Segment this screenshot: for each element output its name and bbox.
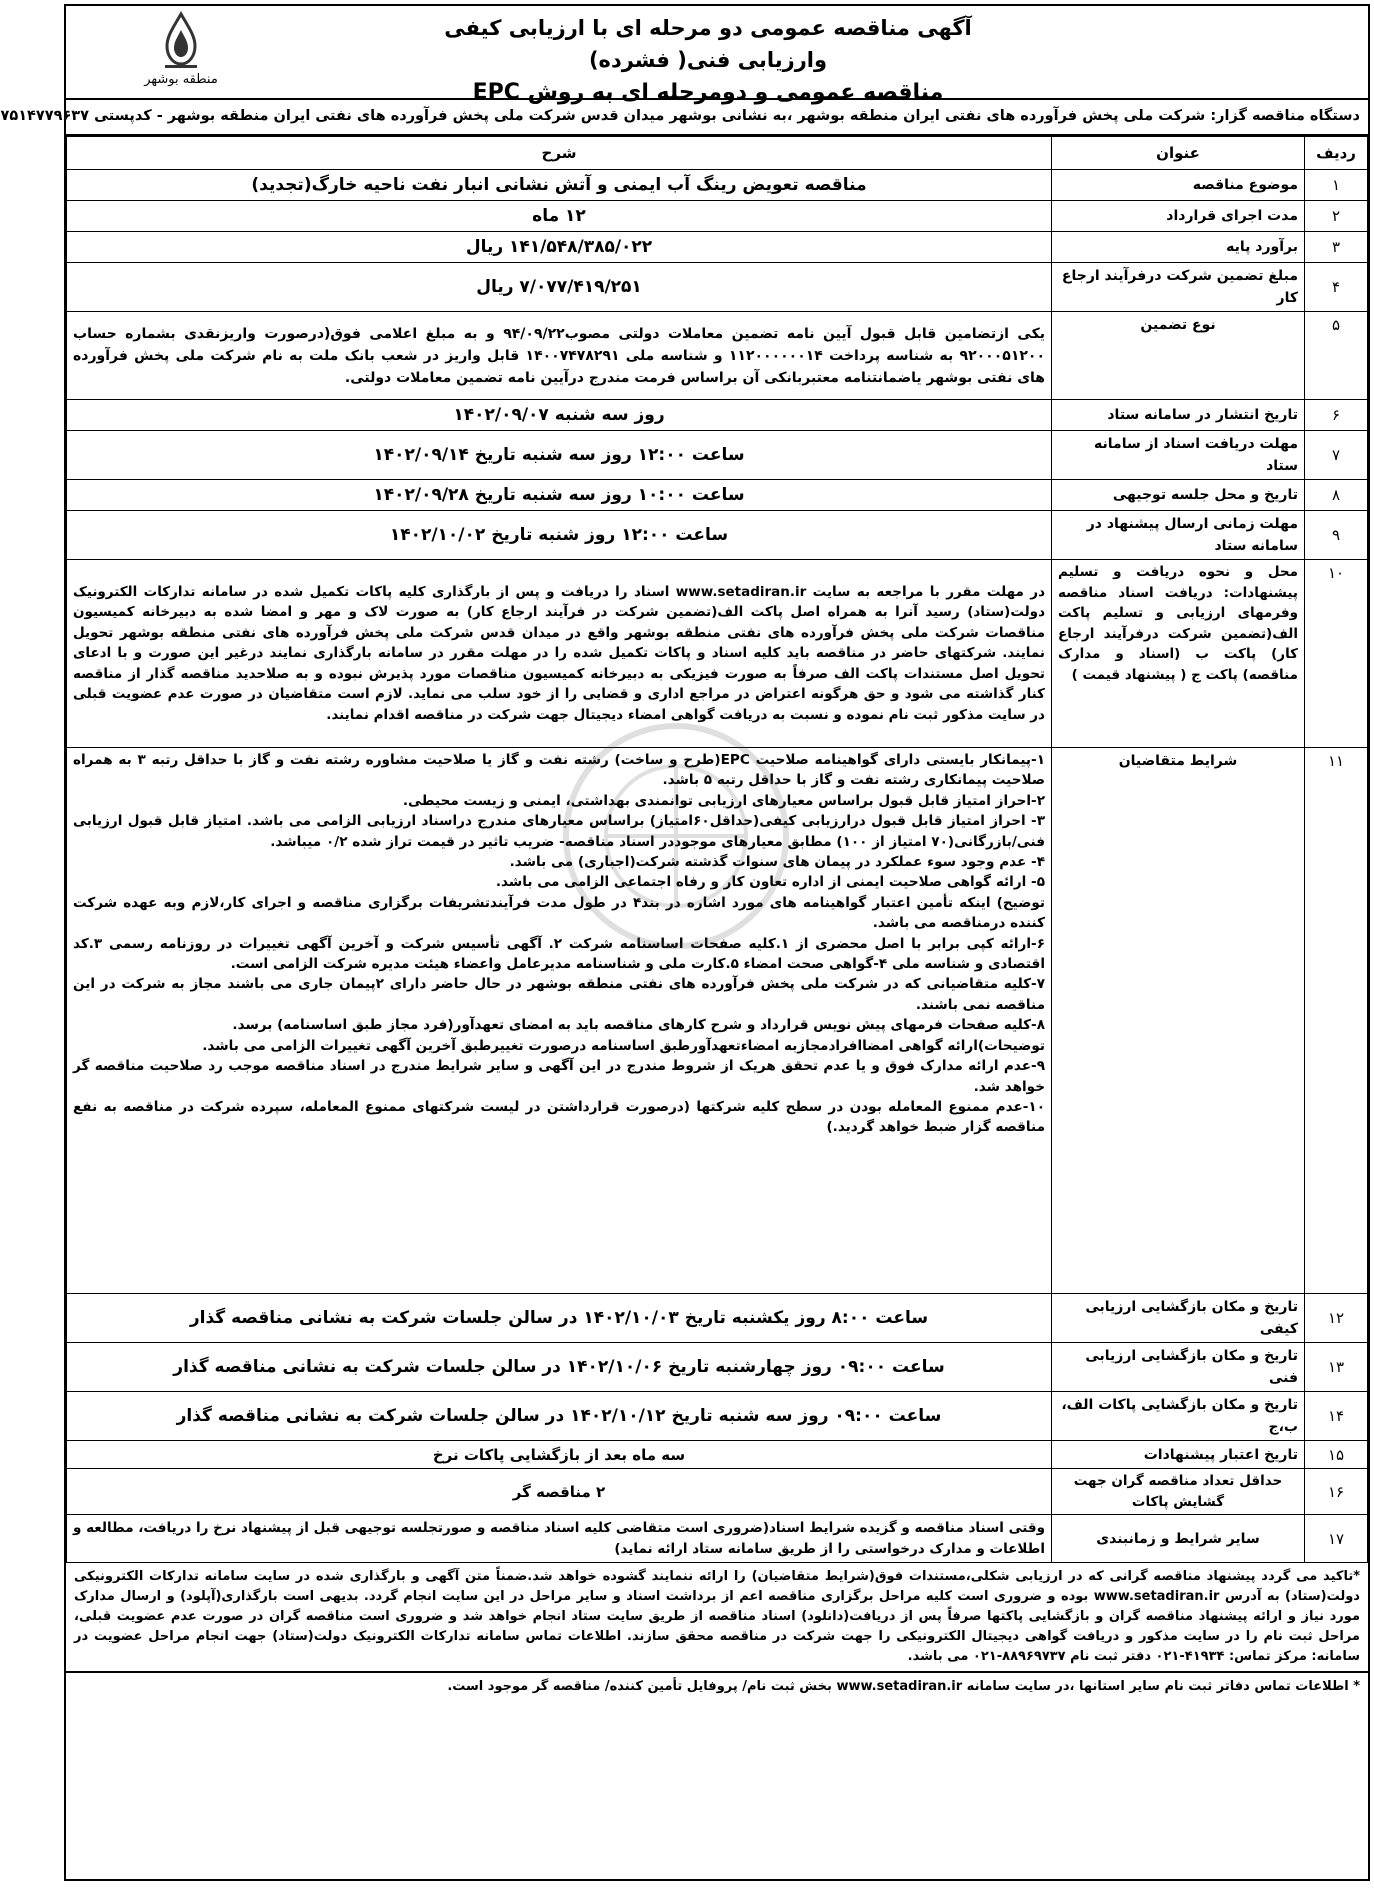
row-num: ۵ xyxy=(1305,312,1368,400)
condition-item: ۱۰-عدم ممنوع المعامله بودن در سطح کلیه شرکتها (درصورت قرارداشتن در لیست شرکتهای ممنوع المعامله، سپرده شرکت در مناقصه به نفع مناقصه گزار ضبط خواهد گردید.) xyxy=(73,1098,1045,1136)
row-desc: ساعت ۰۹:۰۰ روز سه شنبه تاریخ ۱۴۰۲/۱۰/۱۲ در سالن جلسات شرکت به نشانی مناقصه گذار xyxy=(67,1392,1052,1441)
table-row xyxy=(67,748,1368,1294)
table-row xyxy=(67,1469,1368,1515)
row-num: ۱۲ xyxy=(1305,1294,1368,1343)
footer-note: *تاکید می گردد پیشنهاد مناقصه گرانی که در ارزیابی شکلی،مستندات فوق(شرایط متقاضیان) را ارائه ننمایند گشوده خواهد شد.ضمناً متن آگهی و بارگذاری شده در سایت سامانه تدارکات الکترونیکی دولت(ستاد) به آدرس www.setadiran.ir بوده و ضروری است کلیه مراحل برگزاری مناقصه اعم از برداشت اسناد و سایر مراحل در این سایت انجام گردد. بدیهی است بارگذاری(آپلود) و ارسال مدارک مورد نیاز و ارائه پیشنهاد مناقصه گران و بازگشایی پاکتها صرفاً پس از دریافت(دانلود) اسناد مناقصه از طریق سایت ستاد انجام خواهد شد و ضروری است مناقصه گران در صورت عدم عضویت قبلی، مراحل ثبت نام را در سایت مذکور و دریافت گواهی دیجیتال الکترونیکی را جهت شرکت در مناقصه محقق سازند. اطلاعات تماس سامانه تدارکات الکترونیک دولت(ستاد) جهت انجام مراحل عضویت در سامانه: مرکز تماس: ۴۱۹۳۴-۰۲۱ دفتر ثبت نام ۸۸۹۶۹۷۳۷-۰۲۱ می باشد. xyxy=(66,1563,1368,1673)
col-header-title: عنوان xyxy=(1052,137,1305,170)
condition-item: ۷-کلیه متقاضیانی که در شرکت ملی پخش فرآورده های نفتی منطقه بوشهر در حال حاضر دارای ۲پیمان جاری می باشند مجاز به شرکت در این مناقصه نمی باشند. xyxy=(73,976,1045,1013)
condition-item: توضیحات)ارائه گواهی امضاافرادمجازبه امضاءتعهدآورطبق اساسنامه درصورت تغییرطبق آخرین آگهی تغییرات الزامی می باشد. xyxy=(202,1037,1045,1054)
table-row xyxy=(67,170,1368,201)
row-num: ۷ xyxy=(1305,431,1368,480)
condition-item: ۶-ارائه کپی برابر با اصل محضری از ۱.کلیه صفحات اساسنامه شرکت ۲. آگهی تأسیس شرکت و آخرین آگهی تغییرات در روزنامه رسمی ۳.کد اقتصادی و شناسه ملی ۴-گواهی صحت امضاء ۵.کارت ملی و شناسنامه مدیرعامل واعضاء هیئت مدیره شرکت الزامی است. xyxy=(73,935,1045,973)
table-row xyxy=(67,1515,1368,1563)
row-desc: ۷/۰۷۷/۴۱۹/۲۵۱ ریال xyxy=(67,263,1052,312)
row-title: شرایط متقاضیان xyxy=(1052,748,1305,1294)
row-desc: ۱۴۱/۵۴۸/۳۸۵/۰۲۲ ریال xyxy=(67,232,1052,263)
row-desc: ساعت ۰۹:۰۰ روز چهارشنبه تاریخ ۱۴۰۲/۱۰/۰۶ در سالن جلسات شرکت به نشانی مناقصه گذار xyxy=(67,1343,1052,1392)
row-title: تاریخ انتشار در سامانه ستاد xyxy=(1052,400,1305,431)
tender-notice xyxy=(0,4,1370,1881)
row-title: مدت اجرای قرارداد xyxy=(1052,201,1305,232)
row-num: ۳ xyxy=(1305,232,1368,263)
row-title: تاریخ و مکان بازگشایی پاکات الف، ب،ج xyxy=(1052,1392,1305,1441)
condition-item: ۸-کلیه صفحات فرمهای پیش نویس قرارداد و شرح کارهای مناقصه باید به امضای تعهدآور(فرد مجاز طبق اساسنامه) برسد. xyxy=(232,1017,1045,1034)
row-desc: روز سه شنبه ۱۴۰۲/۰۹/۰۷ xyxy=(67,400,1052,431)
row-title: تاریخ و مکان بازگشایی ارزیابی کیفی xyxy=(1052,1294,1305,1343)
row-num: ۱۶ xyxy=(1305,1469,1368,1515)
row-title: تاریخ اعتبار پیشنهادات xyxy=(1052,1441,1305,1469)
logo-caption: منطقه بوشهر xyxy=(144,72,218,87)
table-row xyxy=(67,1343,1368,1392)
row-desc: ۲ مناقصه گر xyxy=(67,1469,1052,1515)
row-desc: یکی ازتضامین قابل قبول آیین نامه تضمین معاملات دولتی مصوب۹۴/۰۹/۲۲ و به مبلغ اعلامی فوق(درصورت واریزنقدی بشماره حساب ۹۲۰۰۰۵۱۲۰۰ به شناسه پرداخت ۱۱۲۰۰۰۰۰۰۱۴ و شناسه ملی ۱۴۰۰۷۴۷۸۲۹۱ قابل واریز در شعب بانک ملت به نام شرکت ملی پخش فرآورده های نفتی بوشهر یاضمانتنامه معتبربانکی آن براساس فرمت مندرج درآیین نامه تضمین معاملات دولتی. xyxy=(67,312,1052,400)
footer-contact: * اطلاعات تماس دفاتر ثبت نام سایر استانها ،در سایت سامانه www.setadiran.ir بخش ثبت نام/ پروفایل تأمین کننده/ مناقصه گر موجود است. xyxy=(447,1679,1360,1694)
row-title: تاریخ و محل جلسه توجیهی xyxy=(1052,480,1305,511)
row-desc: ساعت ۱۲:۰۰ روز سه شنبه تاریخ ۱۴۰۲/۰۹/۱۴ xyxy=(67,431,1052,480)
col-header-desc: شرح xyxy=(67,137,1052,170)
table-row xyxy=(67,400,1368,431)
row-num: ۹ xyxy=(1305,511,1368,560)
condition-item: ۱-پیمانکار بایستی دارای گواهینامه صلاحیت EPC(طرح و ساخت) رشته نفت و گاز یا صلاحیت مشاوره رشته نفت و گاز با حداقل رتبه ۳ به همراه صلاحیت پیمانکاری رشته نفت و گاز با حداقل رتبه ۵ باشد. xyxy=(73,752,1045,789)
row-title: موضوع مناقصه xyxy=(1052,170,1305,201)
company-logo xyxy=(126,10,236,94)
row-num: ۶ xyxy=(1305,400,1368,431)
table-row xyxy=(67,1392,1368,1441)
row-desc: ساعت ۸:۰۰ روز یکشنبه تاریخ ۱۴۰۲/۱۰/۰۳ در سالن جلسات شرکت به نشانی مناقصه گذار xyxy=(67,1294,1052,1343)
row-title: مهلت دریافت اسناد از سامانه ستاد xyxy=(1052,431,1305,480)
table-row xyxy=(67,480,1368,511)
table-row xyxy=(67,511,1368,560)
table-row xyxy=(67,431,1368,480)
table-row xyxy=(67,263,1368,312)
row-title: حداقل تعداد مناقصه گران جهت گشایش پاکات xyxy=(1052,1469,1305,1515)
row-title: تاریخ و مکان بازگشایی ارزیابی فنی xyxy=(1052,1343,1305,1392)
row-num: ۱۳ xyxy=(1305,1343,1368,1392)
row-num: ۱۴ xyxy=(1305,1392,1368,1441)
row-desc: مناقصه تعویض رینگ آب ایمنی و آتش نشانی انبار نفت ناحیه خارگ(تجدید) xyxy=(67,170,1052,201)
row-title: نوع تضمین xyxy=(1052,312,1305,400)
condition-item: ۵- ارائه گواهی صلاحیت ایمنی از اداره تعاون کار و رفاه اجتماعی الزامی می باشد. xyxy=(495,874,1045,891)
row-num: ۸ xyxy=(1305,480,1368,511)
condition-item: ۹-عدم ارائه مدارک فوق و یا عدم تحقق هریک از شروط مندرج در این آگهی و سایر شرایط مندرج در اسناد مناقصه موجب رد صلاحیت مناقصه گر خواهد شد. xyxy=(73,1058,1045,1095)
notice-title: آگهی مناقصه عمومی دو مرحله ای با ارزیابی کیفی وارزیابی فنی( فشرده) xyxy=(444,16,972,72)
table-header-row xyxy=(67,137,1368,170)
row-desc: ۱۲ ماه xyxy=(67,201,1052,232)
table-row xyxy=(67,560,1368,748)
row-num: ۱۷ xyxy=(1305,1515,1368,1563)
row-num: ۴ xyxy=(1305,263,1368,312)
row-desc: سه ماه بعد از بازگشایی پاکات نرخ xyxy=(67,1441,1052,1469)
row-num: ۱۵ xyxy=(1305,1441,1368,1469)
conditions-list xyxy=(67,748,1052,1294)
table-row xyxy=(67,1294,1368,1343)
table-row xyxy=(67,232,1368,263)
row-desc: ساعت ۱۲:۰۰ روز شنبه تاریخ ۱۴۰۲/۱۰/۰۲ xyxy=(67,511,1052,560)
notice-subtitle: مناقصه عمومی و دومرحله ای به روش EPC xyxy=(472,80,944,105)
notice-header xyxy=(66,6,1368,105)
row-num: ۱۰ xyxy=(1305,560,1368,748)
tender-table xyxy=(66,136,1368,1563)
condition-item: توضیح) اینکه تأمین اعتبار گواهینامه های مورد اشاره در بند۴ در طول مدت فرآیندتشریفات برگزاری مناقصه و اجرای کار،لازم وبه عهده شرکت کننده درمناقصه می باشد. xyxy=(73,894,1045,932)
row-desc: در مهلت مقرر با مراجعه به سایت www.setadiran.ir اسناد را دریافت و پس از بارگذاری کلیه پاکات تکمیل شده در سامانه تدارکات الکترونیک دولت(ستاد) رسید آنرا به همراه اصل پاکت الف(تضمین شرکت در فرآیند ارجاع کار) به صورت لاک و مهر و امضا شده به دبیرخانه کمیسیون مناقصات شرکت ملی پخش فرآورده های نفتی منطقه بوشهر واقع در میدان قدس شرکت ملی پخش فرآورده های نفتی منطقه بوشهر تحویل نمایند. شرکتهای حاضر در مناقصه باید کلیه اسناد و پاکات تکمیل شده را در مهلت مقرر در سامانه بارگذاری نمایند درغیر این صورت و با ادعای تحویل اصل مستندات پاکت الف صرفاً به صورت فیزیکی به دبیرخانه کمیسیون مناقصات مورد پذیرش نبوده و به صلاحدید مناقصه گذار از مناقصه کنار گذاشته می شود و حق هرگونه اعتراض در مراجع اداری و قضایی را از خود سلب می نماید. لازم است متقاضیان در صورت عدم عضویت قبلی در سایت مذکور ثبت نام نموده و نسبت به دریافت گواهی امضاء دیجیتال جهت شرکت در مناقصه اقدام نمایند. xyxy=(67,560,1052,748)
row-title: مبلغ تضمین شرکت درفرآیند ارجاع کار xyxy=(1052,263,1305,312)
organizer-line: دستگاه مناقصه گزار: شرکت ملی پخش فرآورده های نفتی ایران منطقه بوشهر ،به نشانی بوشهر میدان قدس شرکت ملی پخش فرآورده های نفتی ایران منطقه بوشهر - کدپستی ۷۵۱۴۷۷۹۶۳۷ xyxy=(66,100,1368,136)
col-header-num: ردیف xyxy=(1305,137,1368,170)
oil-company-icon xyxy=(151,10,211,70)
title-block xyxy=(408,12,1008,110)
table-row xyxy=(67,201,1368,232)
row-title: برآورد پایه xyxy=(1052,232,1305,263)
row-num: ۲ xyxy=(1305,201,1368,232)
row-num: ۱ xyxy=(1305,170,1368,201)
row-title: سایر شرایط و زمانبندی xyxy=(1052,1515,1305,1563)
row-desc: وقتی اسناد مناقصه و گزیده شرایط اسناد(ضروری است متقاضی کلیه اسناد مناقصه و صورتجلسه توجیهی قبل از پیشنهاد نرخ را دریافت، مطالعه و اطلاعات و مدارک درخواستی را از طریق سامانه ستاد ارائه نماید) xyxy=(67,1515,1052,1563)
row-title: مهلت زمانی ارسال پیشنهاد در سامانه ستاد xyxy=(1052,511,1305,560)
row-desc: ساعت ۱۰:۰۰ روز سه شنبه تاریخ ۱۴۰۲/۰۹/۲۸ xyxy=(67,480,1052,511)
row-title: محل و نحوه دریافت و تسلیم پیشنهادات: دریافت اسناد مناقصه وفرمهای ارزیابی و تسلیم پاکت الف(تضمین شرکت درفرآیند ارجاع کار) پاکت ب (اسناد و مدارک مناقصه) پاکت ج ( پیشنهاد قیمت ) xyxy=(1052,560,1305,748)
condition-item: ۲-احراز امتیاز قابل قبول براساس معیارهای ارزیابی توانمندی بهداشتی، ایمنی و زیست محیطی. xyxy=(402,792,1045,809)
table-row xyxy=(67,1441,1368,1469)
condition-item: ۳- احراز امتیاز قابل قبول درارزیابی کیفی(حداقل۶۰امتیاز) براساس معیارهای مندرج دراسناد ارزیابی الزامی می باشد. امتیاز قابل قبول ارزیابی فنی/بازرگانی(۷۰ امتیاز از ۱۰۰) مطابق معیارهای موجوددر اسناد مناقصه- ضریب تاثیر در قیمت تراز شده ۰/۲ میباشد. xyxy=(73,813,1045,850)
condition-item: ۴- عدم وجود سوء عملکرد در پیمان های سنوات گذشته شرکت(اجباری) می باشد. xyxy=(509,854,1045,871)
table-row xyxy=(67,312,1368,400)
row-num: ۱۱ xyxy=(1305,748,1368,1294)
